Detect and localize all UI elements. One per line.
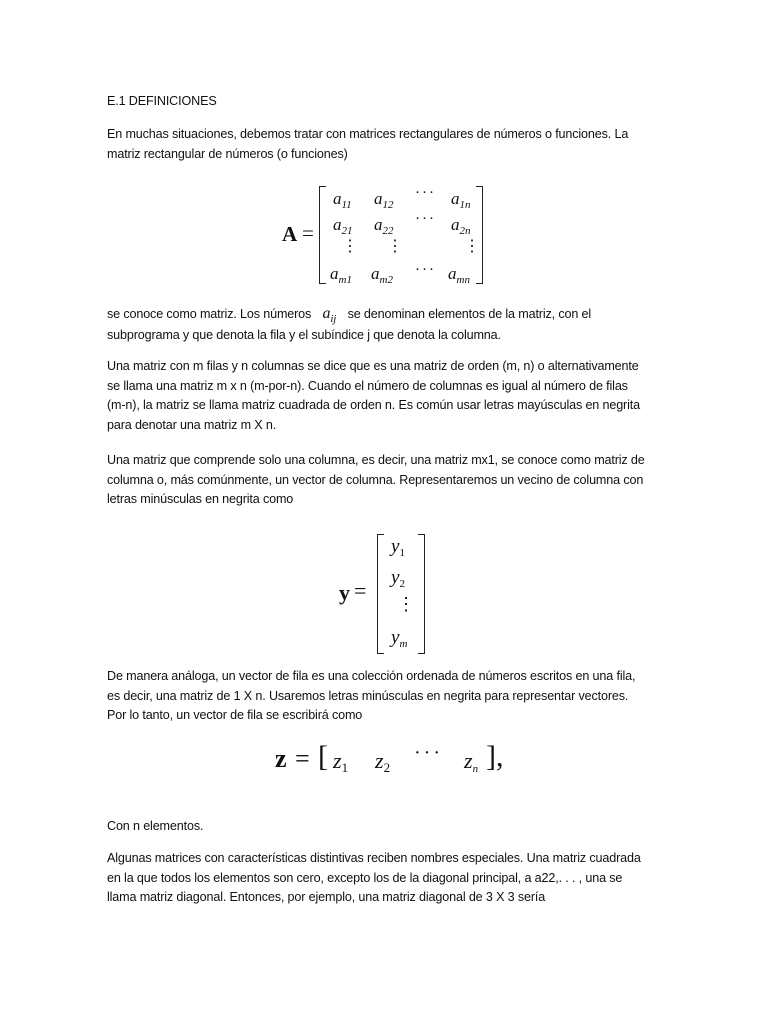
matrix-element: $a_{mn}$	[448, 264, 470, 286]
matrix-element: $a_{22}$	[374, 215, 394, 237]
horizontal-ellipsis: ···	[415, 211, 436, 227]
matrix-element: $a_{21}$	[333, 215, 353, 237]
equals-sign: =	[302, 221, 314, 245]
section-heading	[107, 92, 667, 112]
paragraph-line: letras minúsculas en negrita como	[107, 492, 294, 507]
paragraph-line: De manera análoga, un vector de fila es una colección ordenada de números escritos en una fila,	[107, 669, 636, 683]
paragraph-line: Una matriz con m filas y n columnas se dice que es una matriz de orden (m, n) o alternativamente	[107, 359, 639, 373]
matrix-a-symbol: A	[282, 222, 298, 246]
vector-element: z1	[333, 748, 349, 775]
paragraph-line: Algunas matrices con características distintivas reciben nombres especiales. Una matriz cuadrada	[107, 851, 641, 865]
vertical-ellipsis: ⋮	[397, 594, 415, 614]
paragraph-elements	[107, 304, 667, 345]
paragraph-intro	[107, 125, 667, 164]
left-bracket	[377, 534, 384, 654]
paragraph-column-vector	[107, 451, 667, 510]
paragraph-line: (m-n), la matriz se llama matriz cuadrada de orden n. Es común usar letras mayúsculas en negrita	[107, 398, 640, 413]
matrix-element: $a_{m2}$	[371, 264, 393, 286]
paragraph-line: es decir, una matriz de 1 X n. Usaremos letras minúsculas en negrita para representar vectores.	[107, 688, 629, 703]
paragraph-n-elements	[107, 817, 667, 837]
paragraph-line: Con n elementos.	[107, 819, 204, 833]
vector-z-symbol: z	[275, 744, 287, 773]
paragraph-diagonal	[107, 849, 667, 908]
horizontal-ellipsis: ···	[415, 262, 436, 278]
right-bracket: ],	[486, 740, 504, 773]
vertical-ellipsis: ⋮	[342, 238, 358, 255]
matrix-element: $a_{m1}$	[330, 264, 352, 286]
left-bracket: [	[318, 740, 328, 773]
paragraph-line: Una matriz que comprende solo una columna, es decir, una matriz mx1, se conoce como matriz de	[107, 453, 645, 467]
vector-element: $y_2$	[391, 567, 405, 590]
element-symbol: $a_{ij}$	[322, 305, 337, 325]
horizontal-ellipsis: ···	[414, 742, 443, 764]
paragraph-line: subprograma y que denota la fila y el subíndice j que denota la columna.	[107, 327, 501, 342]
matrix-element: $a_{1n}$	[451, 189, 471, 211]
matrix-element: $a_{2n}$	[451, 215, 471, 237]
equals-sign: =	[295, 744, 310, 773]
heading-text: E.1 DEFINICIONES	[107, 94, 217, 108]
vertical-ellipsis: ⋮	[387, 238, 403, 255]
paragraph-line: matriz rectangular de números (o funciones)	[107, 146, 348, 161]
paragraph-line: se conoce como matriz. Los números $a_{ij}$ se denominan elementos de la matriz, con el	[107, 305, 592, 325]
paragraph-line: se llama una matriz m x n (m-por-n). Cuando el número de columnas es igual al número de filas	[107, 378, 628, 393]
paragraph-line: Por lo tanto, un vector de fila se escribirá como	[107, 708, 363, 723]
left-bracket	[319, 186, 326, 284]
vector-element: z2	[375, 748, 391, 775]
vector-element: $y_1$	[391, 536, 405, 559]
matrix-element: $a_{12}$	[374, 189, 394, 211]
paragraph-order	[107, 357, 667, 435]
vertical-ellipsis: ⋮	[464, 238, 480, 255]
vector-y-symbol: y	[339, 580, 350, 605]
right-bracket	[418, 534, 425, 654]
equals-sign: =	[354, 578, 367, 603]
matrix-element: $a_{11}$	[333, 189, 352, 211]
paragraph-line: para denotar una matriz m X n.	[107, 417, 277, 432]
paragraph-line: columna o, más comúnmente, un vector de columna. Representaremos un vecino de columna con	[107, 472, 644, 487]
paragraph-line: En muchas situaciones, debemos tratar con matrices rectangulares de números o funciones. La	[107, 127, 629, 141]
paragraph-row-vector	[107, 667, 667, 726]
paragraph-line: en la que todos los elementos son cero, excepto los de la diagonal principal, a a22,. . . , una se	[107, 870, 623, 885]
horizontal-ellipsis: ···	[415, 185, 436, 201]
paragraph-line: llama matriz diagonal. Entonces, por ejemplo, una matriz diagonal de 3 X 3 sería	[107, 890, 546, 905]
right-bracket	[476, 186, 483, 284]
vector-element: zn	[464, 748, 479, 775]
vector-element: $y_m$	[391, 627, 408, 650]
